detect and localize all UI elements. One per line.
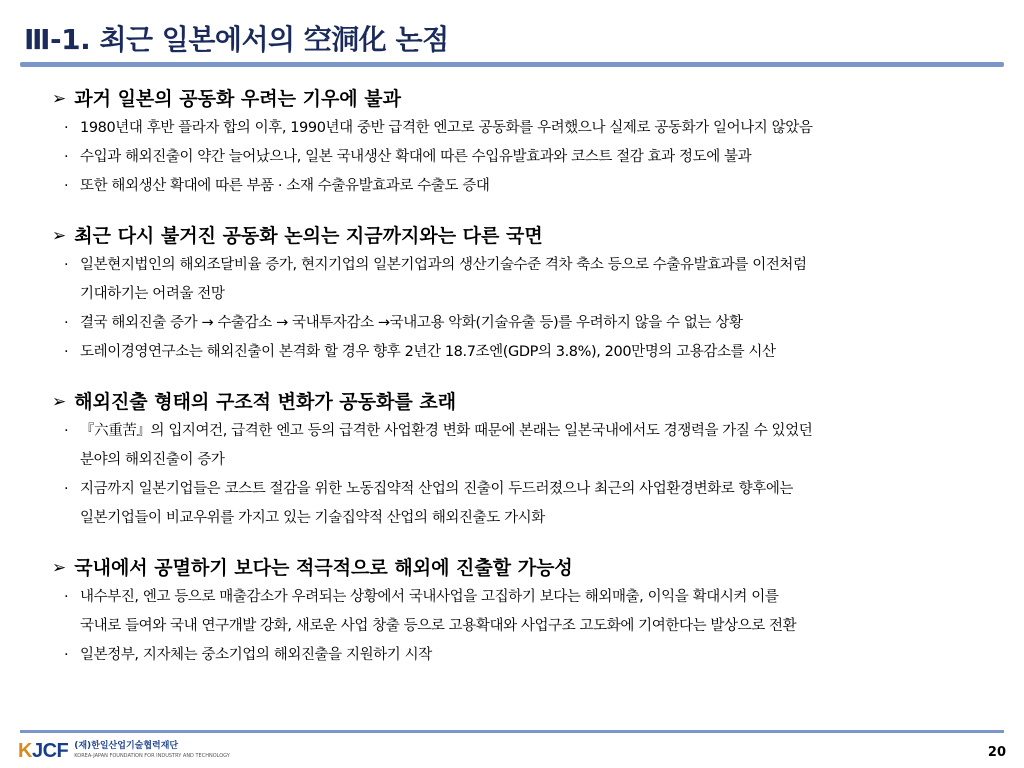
bullet-text-line: 국내로 들여와 국내 연구개발 강화, 새로운 사업 창출 등으로 고용확대와 사업구조 고도화에 기여한다는 발상으로 전환: [80, 618, 797, 634]
bullet-text-line: 일본기업들이 비교우위를 가지고 있는 기술집약적 산업의 해외진출도 가시화: [80, 510, 545, 526]
bullet-text-line: 분야의 해외진출이 증가: [80, 452, 225, 468]
bullet-dot: ·: [64, 257, 69, 273]
bullet-item: [52, 143, 1002, 172]
section-heading-text: 해외진출 형태의 구조적 변화가 공동화를 초래: [74, 391, 457, 413]
bullet-text-line: 일본정부, 지자체는 중소기업의 해외진출을 지원하기 시작: [80, 647, 432, 663]
section-heading: [52, 387, 1002, 417]
bullet-item: [52, 338, 1002, 367]
section-heading-text: 최근 다시 불거진 공동화 논의는 지금까지와는 다른 국면: [74, 225, 543, 247]
section-heading: [52, 221, 1002, 251]
bullet-text-line: 『六重苦』의 입지여건, 급격한 엔고 등의 급격한 사업환경 변화 때문에 본래는 일본국내에서도 경쟁력을 가질 수 있었던: [80, 423, 813, 439]
bullet-dot: ·: [64, 178, 69, 194]
bullet-text-line: 1980년대 후반 플라자 합의 이후, 1990년대 중반 급격한 엔고로 공동화를 우려했으나 실제로 공동화가 일어나지 않았음: [80, 120, 813, 136]
section-heading-text: 과거 일본의 공동화 우려는 기우에 불과: [74, 88, 401, 110]
section-4: [52, 553, 1002, 670]
bullet-dot: ·: [64, 589, 69, 605]
bullet-item: [52, 172, 1002, 201]
bullet-text-line: 도레이경영연구소는 해외진출이 본격화 할 경우 향후 2년간 18.7조엔(GDP의 3.8%), 200만명의 고용감소를 시산: [80, 344, 776, 360]
bullet-dot: ·: [64, 149, 69, 165]
bullet-dot: ·: [64, 315, 69, 331]
bullet-text-line: 지금까지 일본기업들은 코스트 절감을 위한 노동집약적 산업의 진출이 두드러졌으나 최근의 사업환경변화로 향후에는: [80, 481, 794, 497]
bullet-text-line: 기대하기는 어려울 전망: [80, 286, 225, 302]
section-heading: [52, 553, 1002, 583]
bullet-text-line: 수입과 해외진출이 약간 늘어났으나, 일본 국내생산 확대에 따른 수입유발효과와 코스트 절감 효과 정도에 불과: [80, 149, 752, 165]
heading-arrow-icon: ➢: [52, 392, 67, 412]
bullet-item: [52, 641, 1002, 670]
kjcf-logo: [18, 738, 230, 764]
bullet-item: [52, 417, 1002, 475]
bullet-item: [52, 309, 1002, 338]
heading-arrow-icon: ➢: [52, 89, 67, 109]
bullet-item: [52, 583, 1002, 641]
bullet-text-line: 일본현지법인의 해외조달비율 증가, 현지기업의 일본기업과의 생산기술수준 격차 축소 등으로 수출유발효과를 이전처럼: [80, 257, 807, 273]
section-3: [52, 387, 1002, 533]
logo-korean-name: (재)한일산업기술협력재단: [74, 741, 179, 751]
section-heading-text: 국내에서 공멸하기 보다는 적극적으로 해외에 진출할 가능성: [74, 557, 573, 579]
logo-rest: JCF: [31, 739, 69, 762]
bullet-dot: ·: [64, 647, 69, 663]
bullet-dot: ·: [64, 481, 69, 497]
bullet-item: [52, 475, 1002, 533]
title-divider: [20, 62, 1004, 67]
bullet-dot: ·: [64, 423, 69, 439]
heading-arrow-icon: ➢: [52, 226, 67, 246]
bullet-item: [52, 114, 1002, 143]
bullet-text-line: 또한 해외생산 확대에 따른 부품 · 소재 수출유발효과로 수출도 증대: [80, 178, 490, 194]
heading-arrow-icon: ➢: [52, 558, 67, 578]
section-heading: [52, 84, 1002, 114]
bullet-dot: ·: [64, 344, 69, 360]
bullet-dot: ·: [64, 120, 69, 136]
page-number: 20: [987, 745, 1006, 760]
section-2: [52, 221, 1002, 367]
section-1: [52, 84, 1002, 201]
logo-subtitle: [74, 741, 230, 761]
logo-k: K: [18, 739, 32, 762]
slide-content: [52, 84, 1002, 690]
page-title: Ⅲ-1. 최근 일본에서의 空洞化 논점: [24, 23, 449, 56]
logo-mark: [18, 740, 68, 763]
logo-english-name: KOREA-JAPAN FOUNDATION FOR INDUSTRY AND TECHNOLOGY: [74, 753, 230, 759]
footer-divider: [20, 730, 1004, 733]
bullet-text-line: 내수부진, 엔고 등으로 매출감소가 우려되는 상황에서 국내사업을 고집하기 보다는 해외매출, 이익을 확대시켜 이를: [80, 589, 779, 605]
bullet-item: [52, 251, 1002, 309]
bullet-text-line: 결국 해외진출 증가 → 수출감소 → 국내투자감소 →국내고용 악화(기술유출 등)를 우려하지 않을 수 없는 상황: [80, 315, 743, 331]
